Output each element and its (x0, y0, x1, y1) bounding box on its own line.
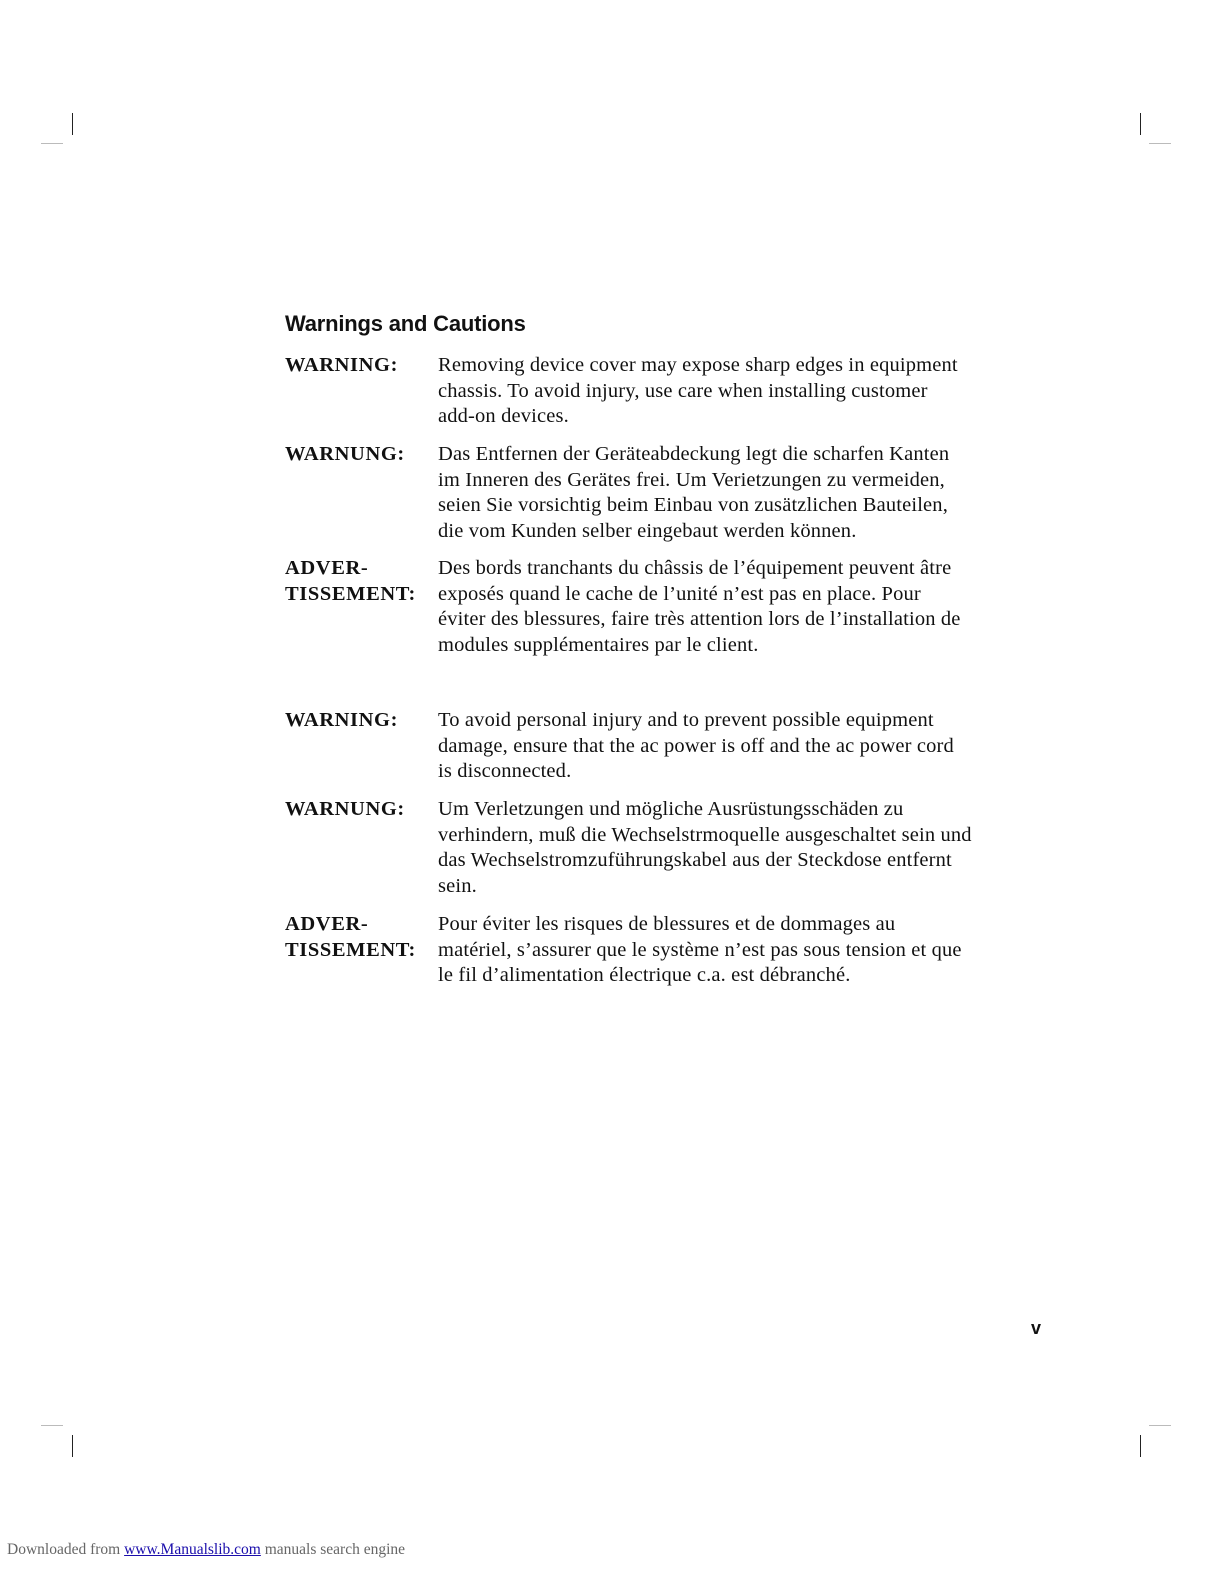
footer-prefix: Downloaded from (7, 1541, 121, 1558)
page-title: Warnings and Cautions (285, 311, 526, 336)
notice-label: WARNING: (285, 709, 398, 731)
notice-text: To avoid personal injury and to prevent possible equipment damage, ensure that the ac power is off and the ac power cord is disconnected. (438, 709, 954, 782)
notice-text: Des bords tranchants du châssis de l’équipement peuvent âtre exposés quand le cache de l’unité n’est pas en place. Pour éviter des blessures, faire très attention lors de l’installation de modules supplémentaires par le client. (438, 557, 961, 656)
crop-mark-bottom-right (1140, 1435, 1141, 1457)
footer-suffix: manuals search engine (264, 1541, 406, 1558)
notice-label: WARNUNG: (285, 798, 405, 820)
notice-label: ADVER- TISSEMENT: (285, 557, 416, 605)
crop-mark-bottom-left-h (41, 1425, 63, 1426)
notice-label: WARNING: (285, 354, 398, 376)
crop-mark-top-right-h (1149, 143, 1171, 144)
page-number: v (1031, 1318, 1042, 1338)
crop-mark-top-right (1140, 113, 1141, 135)
notice-text: Pour éviter les risques de blessures et de dommages au matériel, s’assurer que le système n’est pas sous tension et que le fil d’alimentation électrique c.a. est débranché. (438, 913, 962, 986)
crop-mark-bottom-left (72, 1435, 73, 1457)
notice-text: Um Verletzungen und mögliche Ausrüstungsschäden zu verhindern, muß die Wechselstrmoquelle ausgeschaltet sein und das Wechselstromzuführungskabel aus der Steckdose entfernt sein. (438, 798, 972, 897)
notice-text: Removing device cover may expose sharp edges in equipment chassis. To avoid injury, use care when installing customer add-on devices. (438, 354, 958, 427)
notice-text: Das Entfernen der Geräteabdeckung legt die scharfen Kanten im Inneren des Gerätes frei. Um Verietzungen zu vermeiden, seien Sie vorsichtig beim Einbau von zusätzlichen Bauteilen, die vom Kunden selber eingebaut werden können. (438, 443, 950, 542)
notice-label: ADVER- TISSEMENT: (285, 913, 416, 961)
download-footer (7, 1541, 405, 1559)
manualslib-link[interactable]: www.Manualslib.com (124, 1541, 261, 1558)
crop-mark-top-left (72, 113, 73, 135)
notice-label: WARNUNG: (285, 443, 405, 465)
crop-mark-bottom-right-h (1149, 1425, 1171, 1426)
crop-mark-top-left-h (41, 143, 63, 144)
